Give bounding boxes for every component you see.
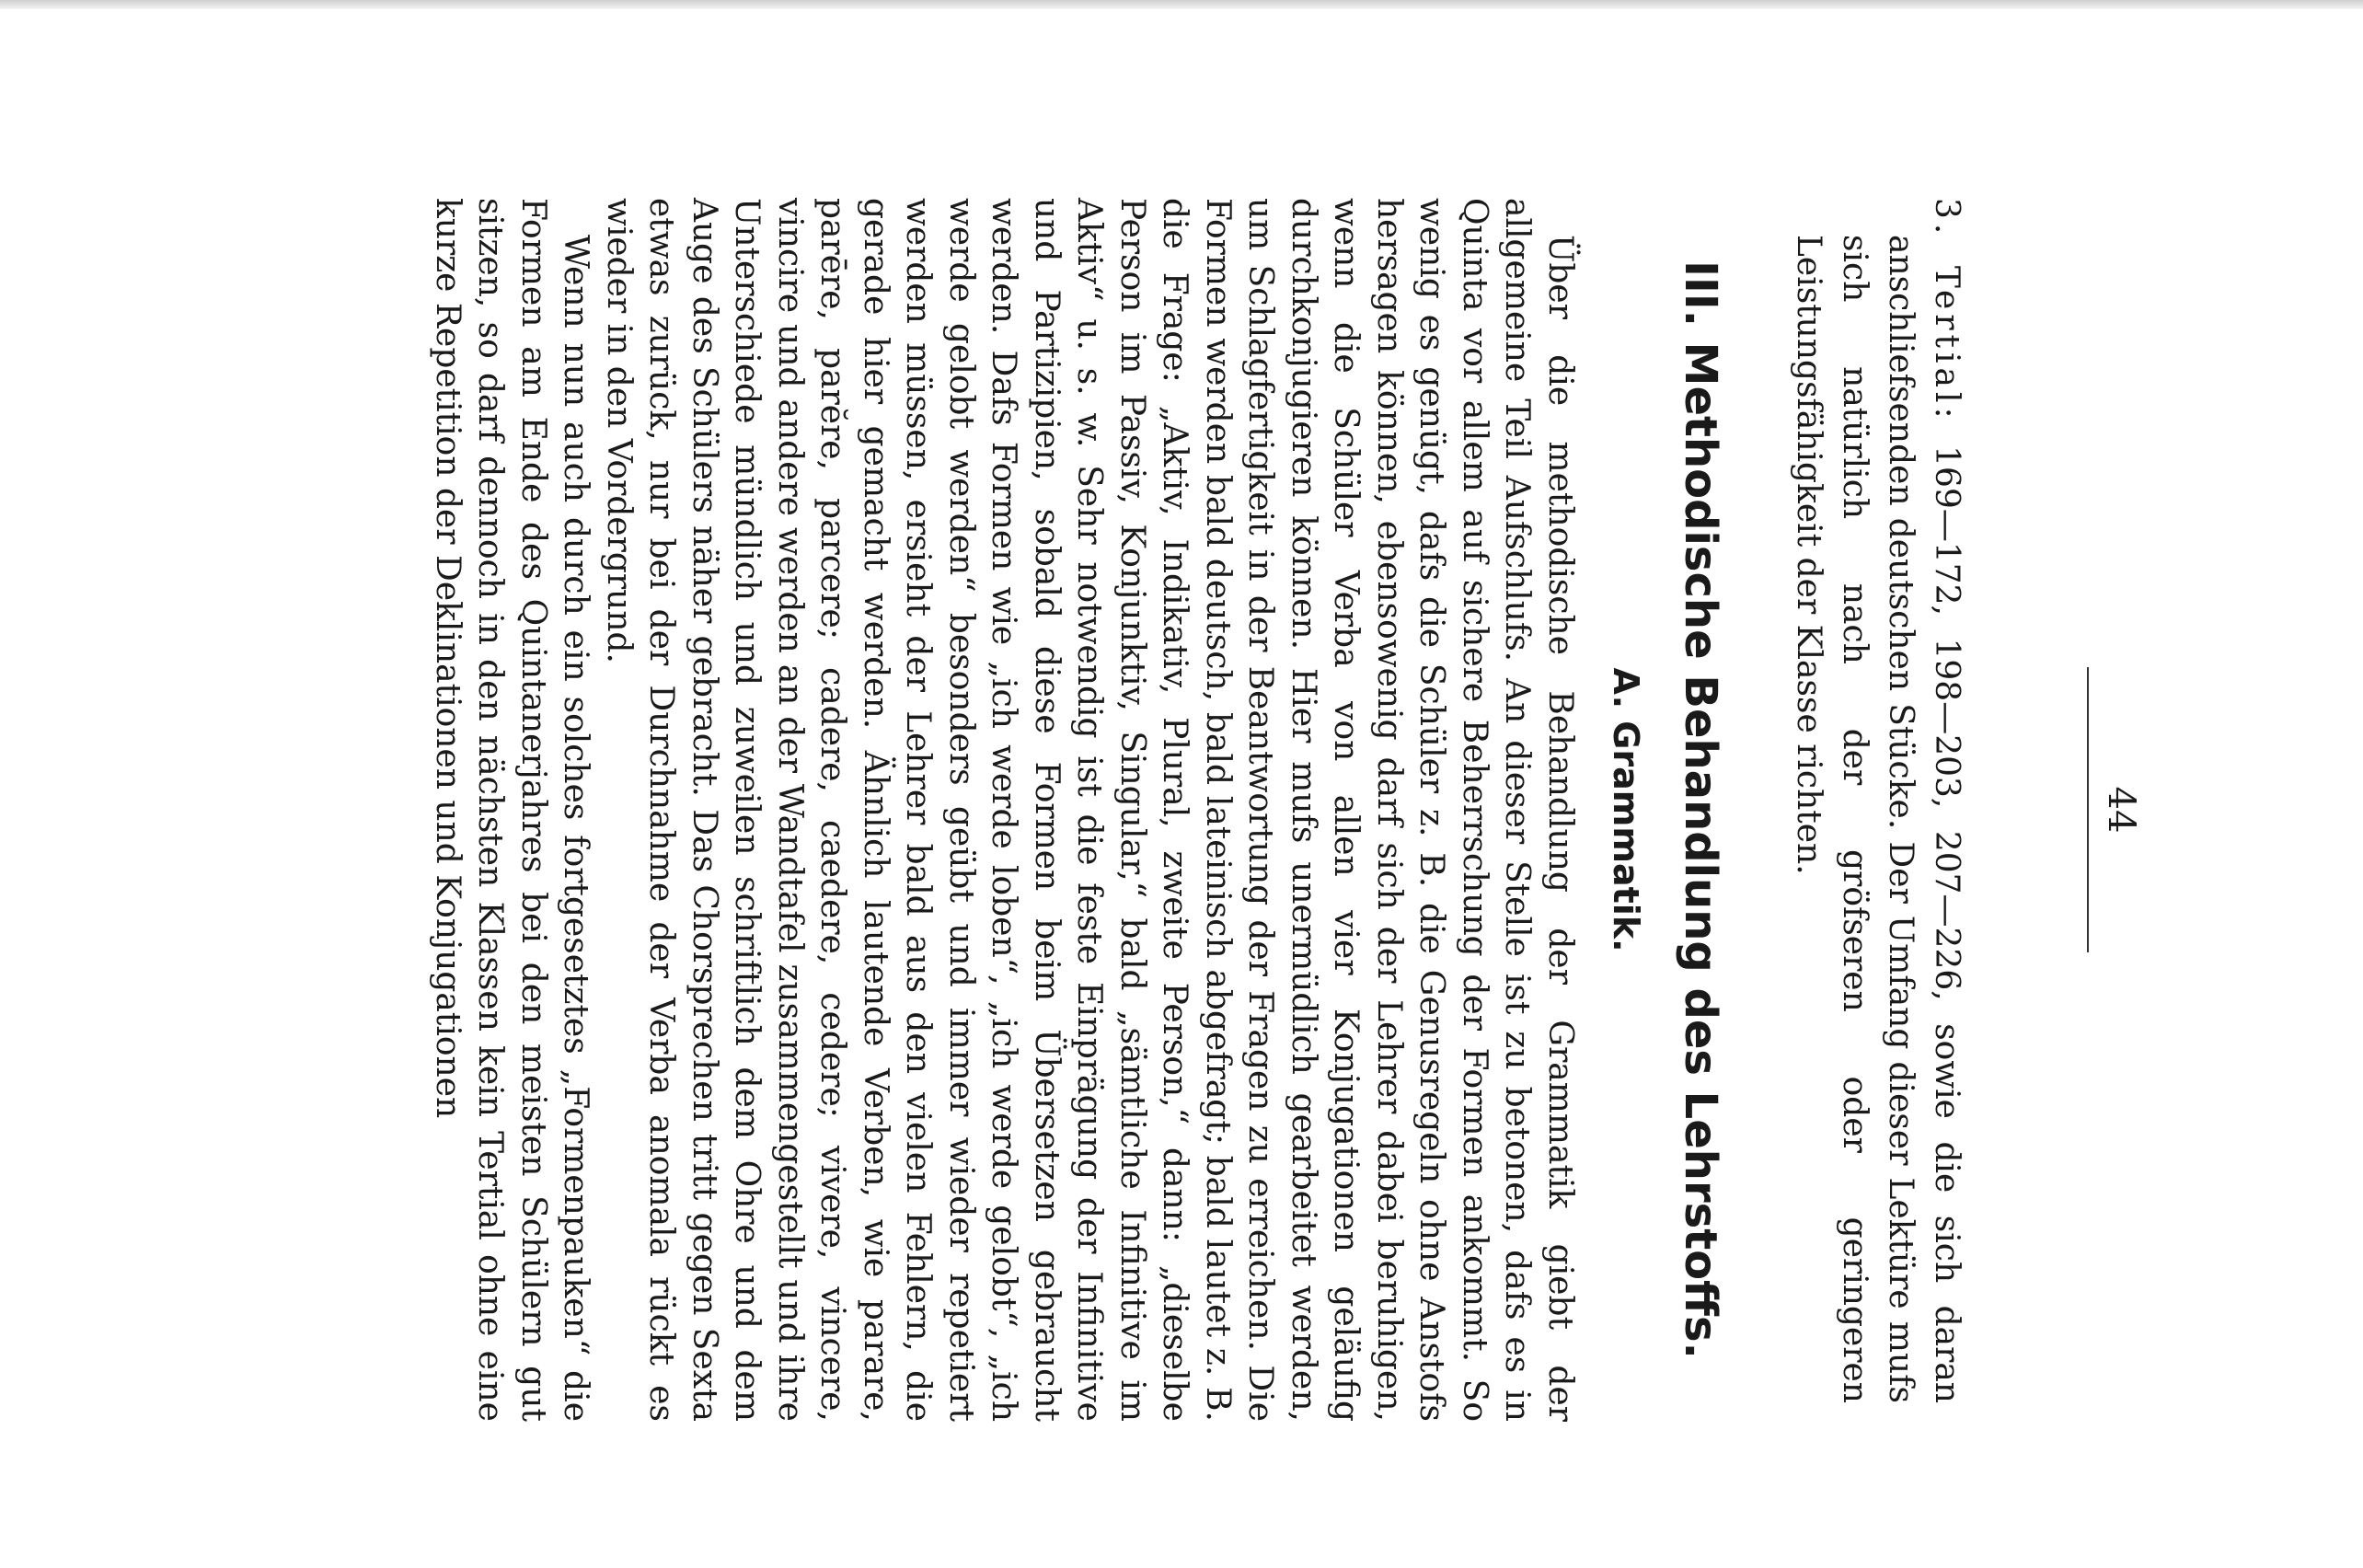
book-page <box>202 198 2144 1422</box>
paragraph-2: Wenn nun auch durch ein solches fortgesetztes „Formenpauken“ die Formen am Ende des Quintanerjahres bei den meisten Schülern gut sitzen, so darf dennoch in den nächsten Klassen kein Tertial ohne eine kurze Repetition der Deklinationen und Konjugationen <box>429 198 595 1422</box>
subsection-heading: A. Grammatik. <box>1606 667 1646 952</box>
list-item-tertial <box>1785 198 1969 1422</box>
list-item-label: 3. Tertial: <box>1928 198 1965 423</box>
section-heading: III. Methodische Behandlung des Lehrstoffs. <box>1675 260 1726 1359</box>
header-rule <box>2087 667 2089 952</box>
scan-top-edge <box>0 0 2363 9</box>
page-number: 44 <box>2100 786 2142 834</box>
page-header <box>2089 198 2144 1422</box>
list-item-text: 169—172, 198—203, 207—226, sowie die sich daran anschliefsenden deutschen Stücke. Der Umfang dieser Lektüre mufs sich natürlich nach der gröfseren oder geringeren Leistungsfähigkeit der Klasse richten. <box>1790 235 1965 1403</box>
paragraph-1: Über die methodische Behandlung der Grammatik giebt der allgemeine Teil Aufschlufs. An dieser Stelle ist zu betonen, dafs es in Quinta vor allem auf sichere Beherrschung der Formen ankommt. So wenig es genügt, dafs die Schüler z. B. die Genusregeln ohne Anstofs hersagen können, ebensowenig darf sich der Lehrer dabei beruhigen, wenn die Schüler Verba von allen vier Konjugationen geläufig durchkonjugieren können. Hier mufs unermüdlich gearbeitet werden, um Schlagfertigkeit in der Beantwortung der Fragen zu erreichen. Die Formen werden bald deutsch, bald lateinisch abgefragt; bald lautet z. B. die Frage: „Aktiv, Indikativ, Plural, zweite Person,“ dann: „dieselbe Person im Passiv, Konjunktiv, Singular,“ bald „sämtliche Infinitive im Aktiv“ u. s. w. Sehr notwendig ist die feste Einprägung der Infinitive und Partizipien, sobald diese Formen beim Übersetzen gebraucht werden. Dafs Formen wie „ich werde loben“, „ich werde gelobt“, „ich werde gelobt werden“ besonders geübt und immer wieder repetiert werden müssen, ersieht der Lehrer bald aus den vielen Fehlern, die gerade hier gemacht werden. Ähnlich lautende Verben, wie parare, parēre, parĕre, parcere; cadere, caedere, cedere; vivere, vincere, vincire und andere werden an der Wandtafel zusammengestellt und ihre Unterschiede mündlich und zuweilen schriftlich dem Ohre und dem Auge des Schülers näher gebracht. Das Chorsprechen tritt gegen Sexta etwas zurück, nur bei der Durchnahme der Verba anomala rückt es wieder in den Vordergrund. <box>600 198 1579 1422</box>
